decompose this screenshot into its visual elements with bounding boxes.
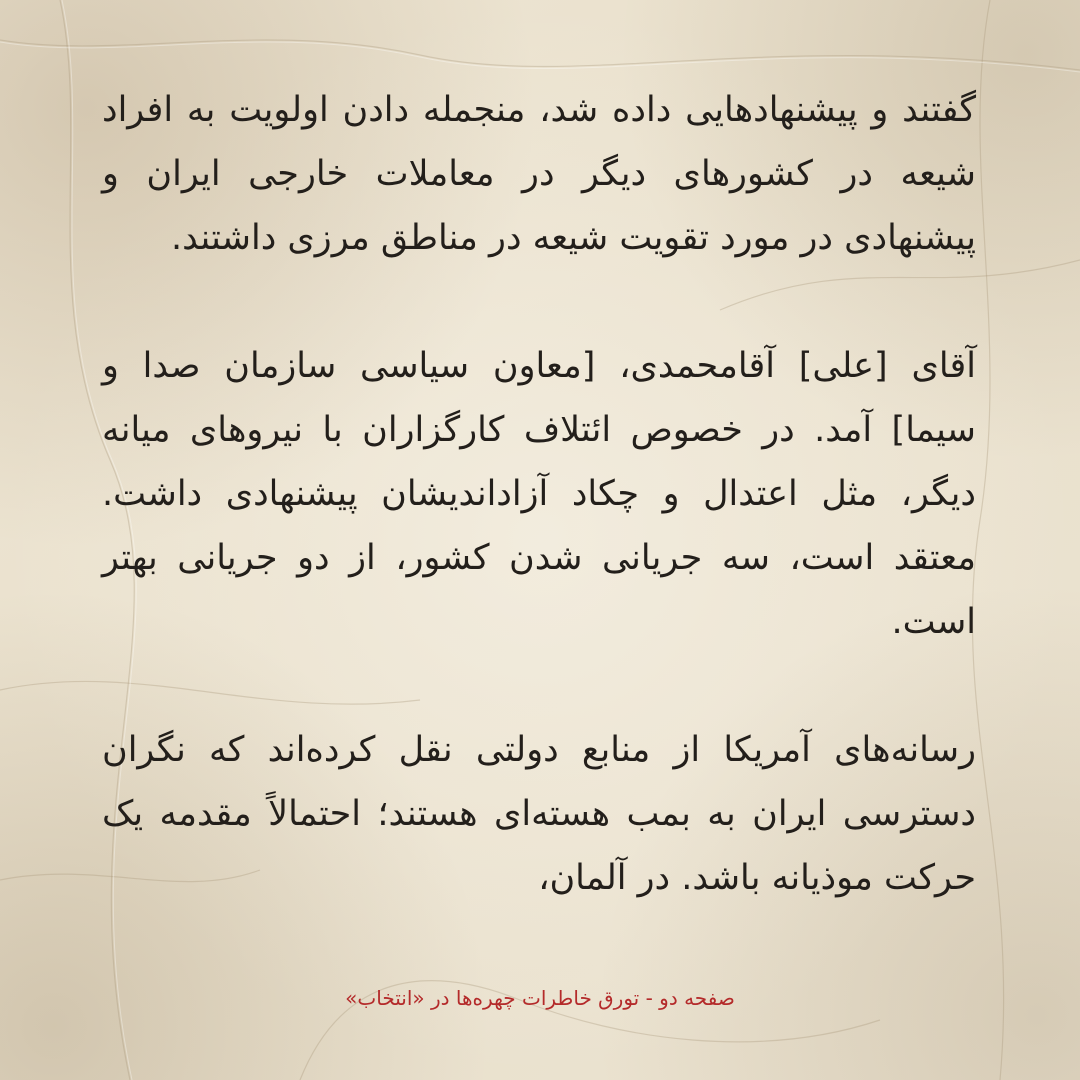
article-paragraph-3: رسانه‌های آمریکا از منابع دولتی نقل کرده‌اند که نگران دسترسی ایران به بمب هسته‌ای هستند؛ احتمالاً مقدمه یک حرکت موذیانه باشد. در آلمان، (102, 730, 976, 898)
article-body (102, 78, 976, 910)
article-paragraph-1: گفتند و پیشنهادهایی داده شد، منجمله دادن اولویت به افراد شیعه در کشورهای دیگر در معاملات خارجی ایران و پیشنهادی در مورد تقویت شیعه در مناطق مرزی داشتند. (102, 90, 976, 258)
page-footer-caption: صفحه دو - تورق خاطرات چهره‌ها در «انتخاب» (345, 986, 735, 1010)
article-paragraph-2: آقای [علی] آقامحمدی، [معاون سیاسی سازمان صدا و سیما] آمد. در خصوص ائتلاف کارگزاران با نیروهای میانه دیگر، مثل اعتدال و چکاد آزاداندیشان پیشنهادی داشت. معتقد است، سه جریانی شدن کشور، از دو جریانی بهتر است. (102, 346, 976, 642)
